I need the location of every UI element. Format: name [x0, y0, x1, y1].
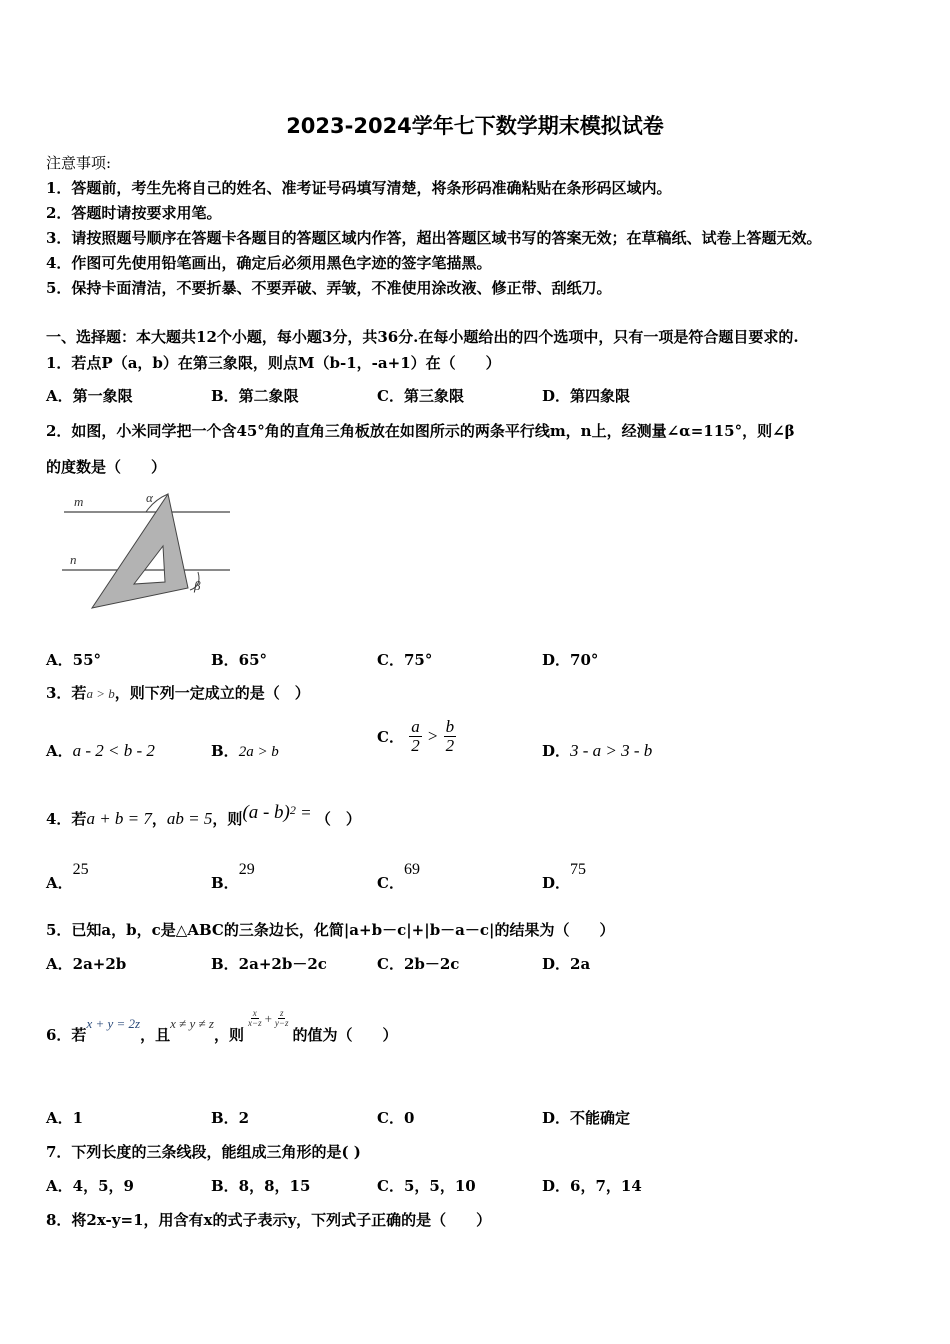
q6-option-b: B．2 — [211, 1109, 250, 1127]
q3-label-a: A． — [46, 742, 73, 760]
q2-stem-line2: 的度数是（ ） — [46, 458, 167, 476]
q2-option-a: A．55° — [46, 651, 102, 669]
q3-expr-b: 2a > b — [238, 744, 279, 760]
label-m: m — [74, 494, 84, 509]
q1-stem: 1．若点P（a，b）在第三象限，则点M（b-1，-a+1）在（ ） — [46, 354, 501, 372]
label-alpha: α — [146, 490, 153, 505]
q6-option-c: C．0 — [377, 1109, 415, 1127]
q2-option-d: D．70° — [542, 651, 599, 669]
q3-frac-b: $\frac{b}{2}$ — [445, 717, 455, 755]
q4-stem — [46, 802, 361, 830]
notice-item-1: 1．答题前，考生先将自己的姓名、准考证号码填写清楚，将条形码准确粘贴在条形码区域内。 — [46, 179, 672, 197]
q3-prefix: 3．若 — [46, 684, 87, 702]
notice-item-4: 4．作图可先使用铅笔画出，确定后必须用黑色字迹的签字笔描黑。 — [46, 254, 492, 272]
q7-option-d: D．6，7，14 — [542, 1177, 642, 1195]
q6-frac-1: $\frac{x}{x-z}$ — [248, 1008, 262, 1029]
q3-expr-a: a - 2 < b - 2 — [72, 741, 155, 760]
q6-stem — [46, 1008, 398, 1053]
q4-suffix: （ ） — [315, 810, 361, 828]
q1-option-c: C．第三象限 — [377, 387, 464, 405]
set-square — [92, 494, 188, 608]
q6-plus: + — [264, 1010, 272, 1026]
q6-frac-2: $\frac{z}{y-z}$ — [274, 1008, 289, 1029]
q6-cond1: x + y = 2z — [86, 1016, 141, 1031]
q3-option-a — [46, 740, 155, 761]
q1-option-d: D．第四象限 — [542, 387, 631, 405]
q6-then: ，则 — [213, 1026, 244, 1044]
q1-option-b: B．第二象限 — [211, 387, 299, 405]
q4-option-b — [211, 861, 255, 893]
q3-option-d — [542, 740, 652, 761]
notice-item-5: 5．保持卡面清洁，不要折暴、不要弄破、弄皱，不准使用涂改液、修正带、刮纸刀。 — [46, 279, 612, 297]
q4-expr: (a - b) — [242, 802, 290, 823]
q6-mid: ，且 — [140, 1026, 171, 1044]
q3-label-c: C． — [377, 727, 404, 746]
q2-option-b: B．65° — [211, 651, 268, 669]
q2-stem-line1: 2．如图，小米同学把一个含45°角的直角三角板放在如图所示的两条平行线m，n上，经测量∠α=115°，则∠β — [46, 422, 795, 440]
q5-option-d: D．2a — [542, 955, 591, 973]
q4-option-a — [46, 861, 89, 893]
q5-option-a: A．2a+2b — [46, 955, 127, 973]
q3-label-d: D． — [542, 742, 571, 760]
q4-option-c — [377, 861, 420, 893]
q4-prefix: 4．若 — [46, 810, 87, 828]
q7-option-c: C．5，5，10 — [377, 1177, 476, 1195]
q4-label-c: C． — [377, 874, 404, 892]
q4-value-b: 29 — [238, 861, 255, 878]
q5-stem: 5．已知a，b，c是△ABC的三条边长，化简|a+b－c|+|b－a－c|的结果为（ ） — [46, 921, 615, 939]
q5-option-c: C．2b－2c — [377, 955, 460, 973]
q4-label-b: B． — [211, 874, 239, 892]
q4-option-d — [542, 861, 587, 893]
q8-stem: 8．将2x-y=1，用含有x的式子表示y，下列式子正确的是（ ） — [46, 1211, 492, 1229]
notice-heading: 注意事项: — [46, 154, 112, 172]
q4-value-c: 69 — [403, 861, 420, 878]
q3-rel-c: > — [426, 726, 439, 746]
q2-option-c: C．75° — [377, 651, 433, 669]
section-heading: 一、选择题：本大题共12个小题，每小题3分，共36分.在每小题给出的四个选项中，只有一项是符合题目要求的. — [46, 328, 799, 346]
q3-frac-a: $\frac{a}{2}$ — [411, 717, 420, 755]
q4-equals: = — [295, 803, 316, 822]
q3-label-b: B． — [211, 742, 239, 760]
q4-sep: ， — [151, 810, 167, 828]
q4-cond2: ab = 5 — [166, 809, 213, 828]
notice-item-2: 2．答题时请按要求用笔。 — [46, 204, 222, 222]
label-beta: β — [194, 578, 201, 593]
label-n: n — [70, 552, 77, 567]
q5-option-b: B．2a+2b－2c — [211, 955, 327, 973]
q3-option-b — [211, 740, 279, 761]
q6-option-a: A．1 — [46, 1109, 84, 1127]
q6-option-d: D．不能确定 — [542, 1109, 631, 1127]
parallel-lines-triangle-figure — [58, 488, 238, 616]
q6-prefix: 6．若 — [46, 1026, 87, 1044]
q7-stem: 7．下列长度的三条线段，能组成三角形的是( ) — [46, 1143, 361, 1161]
q3-option-c — [377, 718, 456, 755]
notice-item-3: 3．请按照题号顺序在答题卡各题目的答题区域内作答，超出答题区域书写的答案无效；在草稿纸、试卷上答题无效。 — [46, 229, 822, 247]
q3-suffix: ，则下列一定成立的是（ ） — [114, 684, 310, 702]
q6-suffix: 的值为（ ） — [292, 1026, 398, 1044]
q3-condition: a > b — [86, 686, 115, 701]
q7-option-a: A．4，5，9 — [46, 1177, 134, 1195]
q4-cond1: a + b = 7 — [86, 809, 152, 828]
q4-label-d: D． — [542, 874, 571, 892]
q4-exponent: 2 — [289, 803, 296, 817]
q4-then: ，则 — [212, 810, 243, 828]
q6-cond2: x ≠ y ≠ z — [170, 1016, 214, 1031]
q4-label-a: A． — [46, 874, 73, 892]
q4-value-d: 75 — [570, 861, 587, 878]
q6-expression — [248, 1009, 289, 1029]
q4-value-a: 25 — [72, 861, 89, 878]
q7-option-b: B．8，8，15 — [211, 1177, 311, 1195]
q3-stem — [46, 682, 310, 703]
q1-option-a: A．第一象限 — [46, 387, 133, 405]
page-title: 2023-2024学年七下数学期末模拟试卷 — [286, 114, 664, 138]
q3-expr-d: 3 - a > 3 - b — [570, 741, 653, 760]
